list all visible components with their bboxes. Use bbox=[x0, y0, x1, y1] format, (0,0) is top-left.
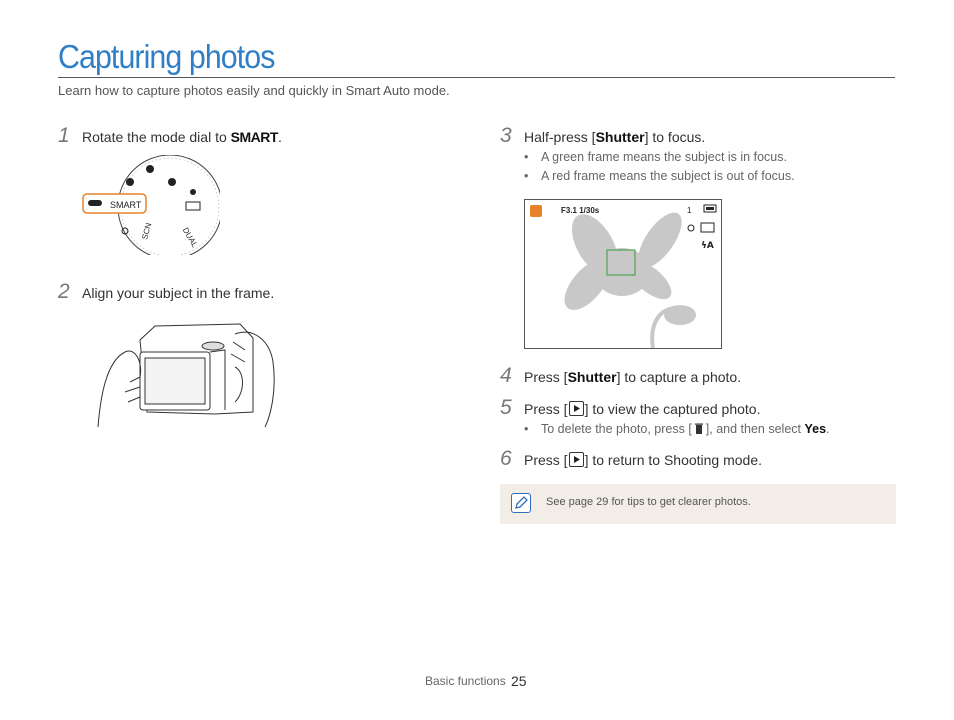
bullet-text: A red frame means the subject is out of focus. bbox=[541, 169, 795, 183]
footer-section-label: Basic functions bbox=[425, 674, 506, 688]
bullet-text: ], and then select bbox=[705, 422, 805, 436]
zoom-icon bbox=[688, 225, 694, 231]
step-number: 5 bbox=[500, 396, 512, 419]
step-text-part: Rotate the mode dial to bbox=[82, 129, 231, 145]
shot-counter: 1 bbox=[687, 206, 692, 215]
step-3 bbox=[500, 124, 705, 148]
dial-smart-label: SMART bbox=[110, 200, 142, 210]
step-text-part: ] to focus. bbox=[644, 129, 706, 145]
scene-icon bbox=[126, 165, 196, 195]
step-text-part: ] to return to Shooting mode. bbox=[584, 452, 763, 468]
dial-dual-label: DUAL bbox=[180, 226, 200, 250]
dial-indicator-icon bbox=[88, 200, 102, 206]
step-number: 1 bbox=[58, 124, 70, 147]
camera-viewfinder bbox=[524, 199, 722, 349]
smart-mode-keyword: SMART bbox=[230, 129, 278, 145]
camera-hands-illustration bbox=[95, 322, 285, 430]
step-number: 4 bbox=[500, 364, 512, 387]
page-number: 25 bbox=[511, 673, 527, 689]
step-text-part: ] to capture a photo. bbox=[616, 369, 742, 385]
step-text bbox=[524, 452, 762, 468]
step-4 bbox=[500, 364, 741, 388]
step-text bbox=[524, 129, 705, 145]
step-text bbox=[524, 369, 741, 385]
shutter-keyword: Shutter bbox=[567, 369, 617, 385]
bullet-item: • To delete the photo, press [ ], and then select Yes. bbox=[524, 422, 830, 436]
playback-icon bbox=[569, 452, 584, 467]
trash-icon bbox=[693, 422, 705, 435]
step-number: 3 bbox=[500, 124, 512, 147]
step-text-part: Press [ bbox=[524, 401, 568, 417]
step-text-part: Half-press [ bbox=[524, 129, 596, 145]
dial-scn-label: SCN bbox=[140, 221, 154, 241]
step-5 bbox=[500, 396, 760, 420]
step-text-part: Press [ bbox=[524, 452, 568, 468]
flash-auto-icon: ϟA bbox=[701, 241, 714, 251]
flower-silhouette bbox=[556, 206, 696, 325]
bullet-text: . bbox=[826, 422, 830, 436]
resolution-icon bbox=[701, 223, 714, 232]
note-pencil-icon bbox=[511, 493, 531, 513]
bullet-text: To delete the photo, press [ bbox=[541, 422, 692, 436]
page-title: Capturing photos bbox=[58, 38, 275, 75]
step-text-part: ] to view the captured photo. bbox=[584, 401, 761, 417]
mode-dial-illustration bbox=[80, 155, 220, 255]
smart-auto-icon bbox=[530, 205, 542, 217]
step-text bbox=[524, 401, 760, 417]
exposure-readout: F3.1 1/30s bbox=[561, 206, 600, 215]
step-text-part: . bbox=[277, 129, 282, 145]
playback-icon bbox=[569, 401, 584, 416]
yes-keyword: Yes bbox=[804, 422, 827, 436]
step-2 bbox=[58, 280, 274, 304]
step-text-part: Press [ bbox=[524, 369, 568, 385]
step-text bbox=[82, 129, 282, 145]
step-1 bbox=[58, 124, 282, 148]
step-number: 6 bbox=[500, 447, 512, 470]
page-subtitle: Learn how to capture photos easily and quickly in Smart Auto mode. bbox=[58, 83, 450, 98]
shutter-keyword: Shutter bbox=[595, 129, 645, 145]
bullet-item: • A red frame means the subject is out of focus. bbox=[524, 169, 795, 183]
title-divider bbox=[58, 77, 895, 78]
step-text: Align your subject in the frame. bbox=[82, 285, 275, 301]
panorama-icon bbox=[186, 202, 200, 210]
step-number: 2 bbox=[58, 280, 70, 303]
bullet-text: A green frame means the subject is in focus. bbox=[541, 150, 787, 164]
step-6 bbox=[500, 447, 762, 471]
note-box bbox=[500, 484, 896, 524]
bullet-item: • A green frame means the subject is in focus. bbox=[524, 150, 787, 164]
note-text: See page 29 for tips to get clearer photos. bbox=[546, 496, 751, 508]
